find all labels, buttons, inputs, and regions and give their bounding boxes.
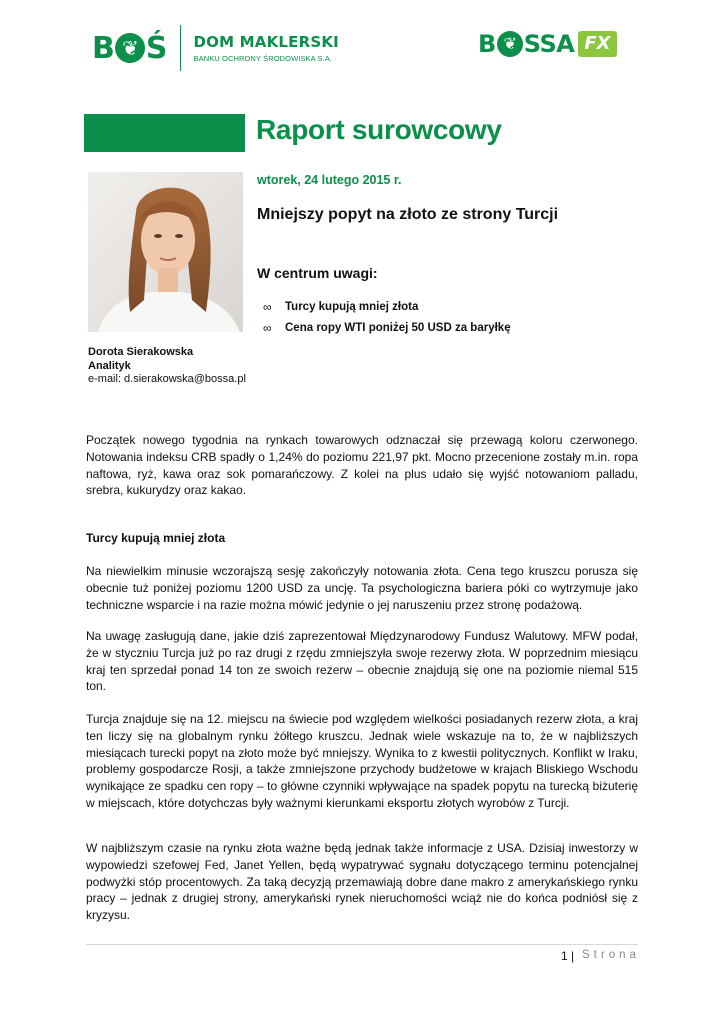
footer-divider <box>86 944 638 945</box>
analyst-role: Analityk <box>88 359 131 372</box>
report-headline: Mniejszy popyt na złoto ze strony Turcji <box>257 206 559 223</box>
leaf-icon: ❦ <box>115 33 145 63</box>
focus-item <box>263 317 511 338</box>
logo-divider <box>180 25 181 71</box>
dom-maklerski-subtitle: BANKU OCHRONY ŚRODOWISKA S.A. <box>193 54 333 63</box>
focus-item-label: Cena ropy WTI poniżej 50 USD za baryłkę <box>285 321 511 334</box>
focus-list <box>263 296 511 338</box>
analyst-info <box>88 346 246 387</box>
infinity-bullet-icon: ∞ <box>263 299 272 314</box>
paragraph-3: Turcja znajduje się na 12. miejscu na świecie pod względem wielkości posiadanych rezerw złota, a kraj ten liczy się na globalnym rynku żółtego kruszcu. Jednak wiele wskazuje na to, że w najbliższych miesiącach turecki popyt na złoto może być mniejszy. Wynika to z kwestii politycznych. Konflikt w Iraku, problemy gospodarcze Rosji, a także zmniejszone przychody budżetowe w krajach Bliskiego Wschodu wynikające ze spadku cen ropy – to główne czynniki wpływające na spadek popytu na turecką biżuterię w miejscach, które dotychczas były ważnymi kierunkami eksportu złotych wyrobów z Turcji. <box>86 712 638 810</box>
report-date: wtorek, 24 lutego 2015 r. <box>257 173 402 187</box>
focus-title: W centrum uwagi: <box>257 265 378 281</box>
analyst-name: Dorota Sierakowska <box>88 346 194 358</box>
infinity-bullet-icon: ∞ <box>263 320 272 335</box>
focus-item-label: Turcy kupują mniej złota <box>285 300 419 313</box>
section-title: Turcy kupują mniej złota <box>86 531 226 545</box>
analyst-email[interactable]: e-mail: d.sierakowska@bossa.pl <box>88 373 246 385</box>
bos-letter-s: Ś <box>145 30 167 66</box>
focus-item <box>263 296 511 317</box>
page-label: Strona <box>582 949 640 961</box>
bossa-letters: SSA <box>523 30 575 58</box>
paragraph-4: W najbliższym czasie na rynku złota ważne będą jednak także informacje z USA. Dzisiaj inwestorzy w wypowiedzi szefowej Fed, Janet Yellen, będą wypatrywać sygnału dotyczącego terminu potencjalnej podwyżki stóp procentowych. Za taką decyzją przemawiają dobre dane makro z amerykańskiego rynku pracy – jednak z drugiej strony, amerykański rynek nieruchomości wciąż nie do końca podniósł się z kryzysu. <box>86 841 638 923</box>
bossa-letter-b: B <box>478 30 496 58</box>
analyst-photo <box>88 172 243 332</box>
paragraph-2: Na uwagę zasługują dane, jakie dziś zaprezentował Międzynarodowy Fundusz Walutowy. MFW podał, że w styczniu Turcja już po raz drugi z rzędu zmniejszyła swoje rezerwy złota. W poprzednim miesiącu kraj ten sprzedał ponad 14 ton ze swoich rezerw – obecnie znajdują się one na poziomie niemal 515 ton. <box>86 629 638 694</box>
page-number: 1 | <box>561 949 575 963</box>
bos-logo <box>92 26 339 70</box>
leaf-icon: ❦ <box>497 31 523 57</box>
paragraph-1: Na niewielkim minusie wczorajszą sesję zakończyły notowania złota. Cena tego kruszcu porusza się obecnie tuż poniżej poziomu 1200 USD za uncję. Ta psychologiczna bariera póki co wytrzymuje jako techniczne wsparcie i na razie można mówić jedynie o jej naruszeniu przez stronę podażową. <box>86 564 638 612</box>
bos-letter-b: B <box>92 30 114 66</box>
bossa-fx-logo <box>478 30 617 58</box>
report-title: Raport surowcowy <box>256 114 502 145</box>
dom-maklerski-title: DOM MAKLERSKI <box>193 33 339 51</box>
title-accent-bar <box>84 114 245 152</box>
fx-badge: FX <box>578 31 616 57</box>
intro-paragraph: Początek nowego tygodnia na rynkach towarowych odznaczał się przewagą koloru czerwonego. Notowania indeksu CRB spadły o 1,24% do poziomu 221,97 pkt. Mocno przecenione zostały m.in. ropa naftowa, ryż, kawa oraz sok pomarańczowy. Z kolei na plus udało się wyjść notowaniom palladu, srebra, kukurydzy oraz kakao. <box>86 433 638 498</box>
